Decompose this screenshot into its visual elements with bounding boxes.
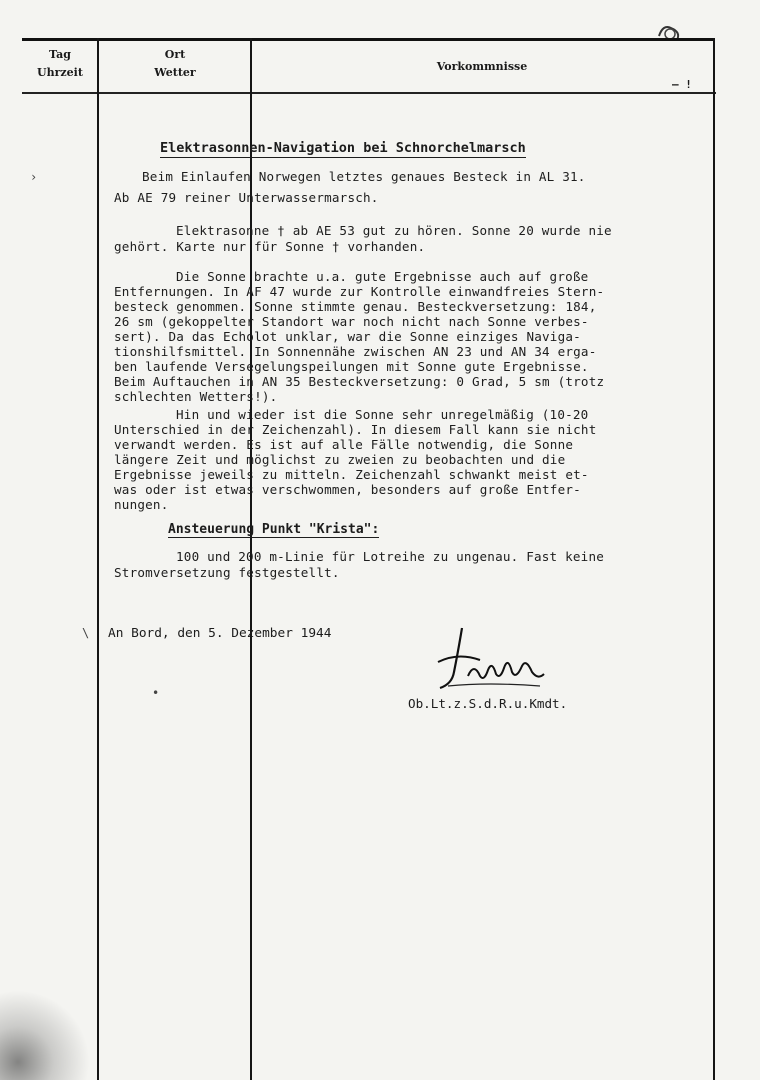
column-header-vorkommnisse: Vorkommnisse [436, 60, 528, 73]
section-subhead: Ansteuerung Punkt "Krista": [168, 522, 380, 537]
para3-line3: besteck genommen. Sonne stimmte genau. Besteckversetzung: 184, [114, 299, 597, 314]
para3-line2: Entfernungen. In AF 47 wurde zur Kontrolle einwandfreies Stern- [114, 284, 605, 299]
para3-line6: tionshilfsmittel. In Sonnennähe zwischen AN 23 und AN 34 erga- [114, 344, 597, 359]
ink-dot: • [152, 686, 160, 700]
para5-line1: 100 und 200 m-Linie für Lotreihe zu ungenau. Fast keine [176, 549, 605, 564]
para4-line7: nungen. [114, 497, 169, 512]
para1-line2: Ab AE 79 reiner Unterwassermarsch. [114, 190, 379, 205]
column-header-ort-line2: Wetter [154, 66, 196, 79]
column-divider-3 [713, 38, 715, 1080]
para3-line4: 26 sm (gekoppelter Standort war noch nicht nach Sonne verbes- [114, 314, 589, 329]
header-top-rule [22, 38, 714, 41]
para3-line8: Beim Auftauchen in AN 35 Besteckversetzung: 0 Grad, 5 sm (trotz [114, 374, 605, 389]
column-header-tag [26, 46, 94, 82]
column-header-tag-line1: Tag [49, 48, 71, 61]
para1-line1: Beim Einlaufen Norwegen letztes genaues Besteck in AL 31. [142, 169, 586, 184]
header-bottom-rule [22, 92, 716, 94]
column-divider-1 [97, 38, 99, 1080]
para3-line1: Die Sonne brachte u.a. gute Ergebnisse auch auf große [176, 269, 589, 284]
closing-date-line: An Bord, den 5. Dezember 1944 [108, 626, 332, 641]
para4-line2: Unterschied in der Zeichenzahl). In diesem Fall kann sie nicht [114, 422, 597, 437]
margin-mark: › [30, 170, 38, 184]
para4-line1: Hin und wieder ist die Sonne sehr unregelmäßig (10-20 [176, 407, 589, 422]
para4-line4: längere Zeit und möglichst zu zweien zu beobachten und die [114, 452, 566, 467]
para2-line2: gehört. Karte nur für Sonne † vorhanden. [114, 239, 426, 254]
signatory-rank: Ob.Lt.z.S.d.R.u.Kmdt. [408, 696, 568, 711]
para4-line3: verwandt werden. Es ist auf alle Fälle notwendig, die Sonne [114, 437, 574, 452]
scan-smudge [0, 990, 90, 1080]
handwritten-signature [428, 622, 548, 692]
margin-mark: \ [82, 626, 90, 640]
column-header-ort-line1: Ort [164, 48, 186, 61]
margin-handwriting [724, 512, 738, 600]
column-header-ort [102, 46, 248, 82]
para5-line2: Stromversetzung festgestellt. [114, 565, 340, 580]
para3-line7: ben laufende Versegelungspeilungen mit Sonne gute Ergebnisse. [114, 359, 589, 374]
para2-line1: Elektrasonne † ab AE 53 gut zu hören. Sonne 20 wurde nie [176, 223, 612, 238]
column-header-tag-line2: Uhrzeit [37, 66, 83, 79]
para3-line9: schlechten Wetters!). [114, 389, 278, 404]
para3-line5: sert). Da das Echolot unklar, war die Sonne einziges Naviga- [114, 329, 581, 344]
para4-line5: Ergebnisse jeweils zu mitteln. Zeichenzahl schwankt meist et- [114, 467, 589, 482]
document-title: Elektrasonnen-Navigation bei Schnorchelmarsch [160, 140, 526, 156]
header-corner-mark: — ! [672, 78, 692, 91]
para4-line6: was oder ist etwas verschwommen, besonders auf große Entfer- [114, 482, 581, 497]
